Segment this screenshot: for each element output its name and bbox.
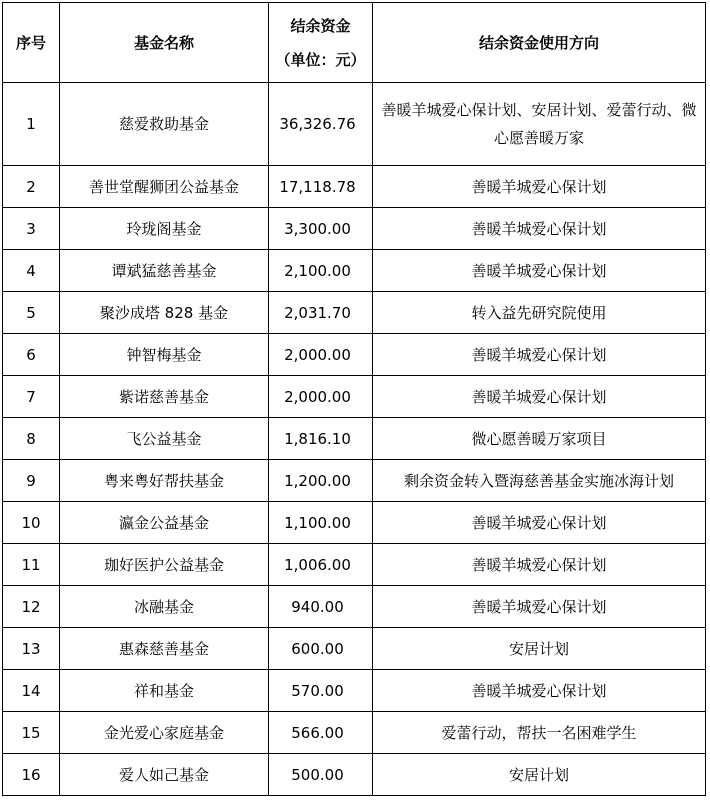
- table-row: [3, 502, 706, 544]
- cell-balance: 36,326.76: [269, 83, 373, 166]
- cell-direction: 善暖羊城爱心保计划: [373, 670, 706, 712]
- table-row: [3, 628, 706, 670]
- cell-balance: 1,816.10: [269, 418, 373, 460]
- cell-direction: 微心愿善暖万家项目: [373, 418, 706, 460]
- header-balance: [269, 3, 373, 83]
- cell-balance: 2,000.00: [269, 334, 373, 376]
- cell-direction: 爱蕾行动，帮扶一名困难学生: [373, 712, 706, 754]
- header-direction: 结余资金使用方向: [373, 3, 706, 83]
- cell-balance: 17,118.78: [269, 166, 373, 208]
- cell-fund-name: 慈爱救助基金: [60, 83, 269, 166]
- cell-fund-name: 谭斌猛慈善基金: [60, 250, 269, 292]
- cell-index: 10: [3, 502, 60, 544]
- cell-balance: 3,300.00: [269, 208, 373, 250]
- table-row: [3, 166, 706, 208]
- cell-balance: 600.00: [269, 628, 373, 670]
- table-header-row: [3, 3, 706, 83]
- cell-direction: 转入益先研究院使用: [373, 292, 706, 334]
- header-fund-name: 基金名称: [60, 3, 269, 83]
- table-row: [3, 754, 706, 796]
- cell-fund-name: 爱人如己基金: [60, 754, 269, 796]
- cell-index: 7: [3, 376, 60, 418]
- cell-balance: 940.00: [269, 586, 373, 628]
- table-row: [3, 544, 706, 586]
- cell-balance: 566.00: [269, 712, 373, 754]
- cell-direction: 善暖羊城爱心保计划: [373, 166, 706, 208]
- cell-index: 15: [3, 712, 60, 754]
- cell-direction: 安居计划: [373, 628, 706, 670]
- table-row: [3, 460, 706, 502]
- cell-direction: 安居计划: [373, 754, 706, 796]
- cell-fund-name: 惠森慈善基金: [60, 628, 269, 670]
- table-row: [3, 250, 706, 292]
- cell-index: 11: [3, 544, 60, 586]
- cell-direction: 善暖羊城爱心保计划: [373, 502, 706, 544]
- cell-direction: 善暖羊城爱心保计划: [373, 334, 706, 376]
- cell-direction: 善暖羊城爱心保计划: [373, 208, 706, 250]
- cell-direction: 善暖羊城爱心保计划: [373, 544, 706, 586]
- cell-balance: 1,200.00: [269, 460, 373, 502]
- cell-fund-name: 祥和基金: [60, 670, 269, 712]
- cell-fund-name: 瀛金公益基金: [60, 502, 269, 544]
- cell-index: 5: [3, 292, 60, 334]
- header-index: 序号: [3, 3, 60, 83]
- fund-balance-table: [2, 2, 706, 796]
- cell-balance: 2,100.00: [269, 250, 373, 292]
- cell-fund-name: 聚沙成塔 828 基金: [60, 292, 269, 334]
- cell-index: 2: [3, 166, 60, 208]
- table-row: [3, 376, 706, 418]
- cell-index: 8: [3, 418, 60, 460]
- cell-index: 6: [3, 334, 60, 376]
- table-row: [3, 670, 706, 712]
- cell-fund-name: 粤来粤好帮扶基金: [60, 460, 269, 502]
- cell-fund-name: 善世堂醒狮团公益基金: [60, 166, 269, 208]
- table-row: [3, 334, 706, 376]
- cell-fund-name: 金光爱心家庭基金: [60, 712, 269, 754]
- cell-balance: 500.00: [269, 754, 373, 796]
- table-row: [3, 712, 706, 754]
- cell-index: 3: [3, 208, 60, 250]
- table-body: [3, 83, 706, 796]
- cell-direction: 善暖羊城爱心保计划: [373, 250, 706, 292]
- cell-index: 16: [3, 754, 60, 796]
- cell-fund-name: 玲珑阁基金: [60, 208, 269, 250]
- header-balance-unit: （单位：元）: [275, 50, 366, 69]
- cell-balance: 570.00: [269, 670, 373, 712]
- table-row: [3, 586, 706, 628]
- table-row: [3, 208, 706, 250]
- cell-balance: 2,000.00: [269, 376, 373, 418]
- cell-index: 13: [3, 628, 60, 670]
- cell-direction: 剩余资金转入暨海慈善基金实施冰海计划: [373, 460, 706, 502]
- table-row: [3, 418, 706, 460]
- cell-direction: 善暖羊城爱心保计划: [373, 376, 706, 418]
- cell-index: 1: [3, 83, 60, 166]
- table-row: [3, 83, 706, 166]
- cell-fund-name: 紫诺慈善基金: [60, 376, 269, 418]
- cell-direction: 善暖羊城爱心保计划、安居计划、爱蕾行动、微心愿善暖万家: [373, 83, 706, 166]
- cell-balance: 1,006.00: [269, 544, 373, 586]
- cell-index: 12: [3, 586, 60, 628]
- cell-fund-name: 飞公益基金: [60, 418, 269, 460]
- header-balance-label: 结余资金: [290, 16, 351, 35]
- cell-index: 4: [3, 250, 60, 292]
- cell-balance: 2,031.70: [269, 292, 373, 334]
- cell-index: 14: [3, 670, 60, 712]
- cell-index: 9: [3, 460, 60, 502]
- cell-fund-name: 冰融基金: [60, 586, 269, 628]
- cell-fund-name: 钟智梅基金: [60, 334, 269, 376]
- cell-direction: 善暖羊城爱心保计划: [373, 586, 706, 628]
- cell-fund-name: 珈好医护公益基金: [60, 544, 269, 586]
- table-row: [3, 292, 706, 334]
- cell-balance: 1,100.00: [269, 502, 373, 544]
